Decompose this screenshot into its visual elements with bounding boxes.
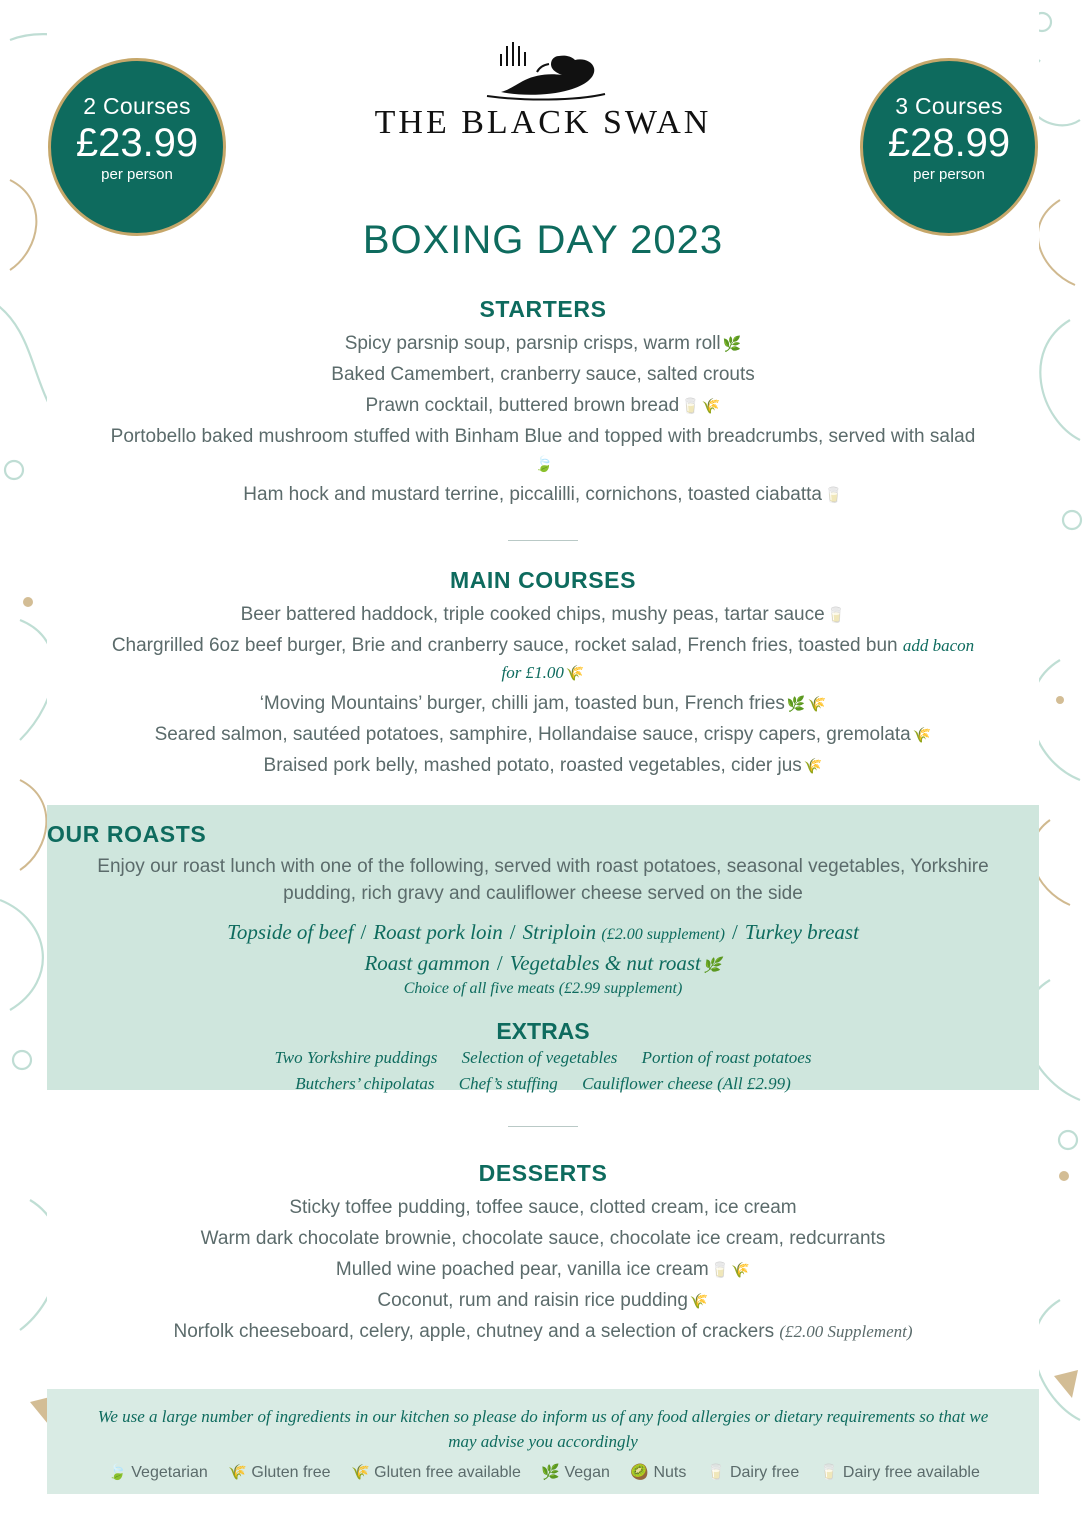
section-desserts bbox=[47, 1160, 1039, 1348]
gluten-free-available-icon: 🌾 bbox=[731, 1261, 751, 1279]
legend-item-gluten-free: 🌾 Gluten free bbox=[228, 1464, 331, 1482]
menu-item: Portobello baked mushroom stuffed with Binham Blue and topped with breadcrumbs, served with salad🍃 bbox=[110, 425, 976, 473]
roast-option: Vegetables & nut roast bbox=[509, 950, 701, 975]
menu-item: Seared salmon, sautéed potatoes, samphire, Hollandaise sauce, crispy capers, gremolata 🌾 bbox=[154, 723, 932, 745]
roast-option: Roast pork loin bbox=[373, 920, 503, 945]
allergy-notice-band bbox=[47, 1389, 1039, 1494]
extras-row bbox=[47, 1045, 1039, 1071]
extra-item: Two Yorkshire puddings bbox=[274, 1048, 438, 1068]
extra-item: Butchers’ chipolatas bbox=[295, 1073, 435, 1093]
legend-item-vegan: 🌿 Vegan bbox=[541, 1464, 610, 1482]
roast-option: Topside of beef bbox=[227, 920, 354, 945]
extras-row bbox=[47, 1071, 1039, 1097]
roasts-options: Topside of beef / Roast pork loin / Striploin (£2.00 supplement) / Turkey breast Roast gammon / Vegetables & nut roast 🌿 bbox=[227, 920, 859, 975]
dairy-free-available-icon: 🥛 bbox=[819, 1464, 839, 1482]
roasts-intro: Enjoy our roast lunch with one of the following, served with roast potatoes, seasonal vegetables, Yorkshire pudding, rich gravy and cauliflower cheese served on the side bbox=[97, 856, 989, 904]
dairy-free-icon: 🥛 bbox=[826, 607, 846, 624]
legend-item-vegetarian: 🍃 Vegetarian bbox=[108, 1464, 208, 1482]
badge-per-person: per person bbox=[913, 166, 985, 183]
roasts-band bbox=[47, 805, 1039, 1093]
gluten-free-available-icon: 🌾 bbox=[912, 726, 932, 744]
gluten-free-available-icon: 🌾 bbox=[565, 664, 585, 682]
badge-courses-label: 2 Courses bbox=[83, 93, 191, 119]
roast-option: Striploin bbox=[522, 920, 597, 945]
menu-item: ‘Moving Mountains’ burger, chilli jam, toasted bun, French fries 🌿 🌾 bbox=[259, 692, 827, 714]
gluten-free-icon: 🌾 bbox=[228, 1464, 247, 1482]
extras-heading: EXTRAS bbox=[496, 1018, 590, 1045]
roast-option: Turkey breast bbox=[744, 920, 859, 945]
menu-item-supplement: (£2.00 Supplement) bbox=[779, 1321, 913, 1341]
roast-option-supplement: (£2.00 supplement) bbox=[601, 926, 725, 944]
menu-item: Ham hock and mustard terrine, piccalilli, cornichons, toasted ciabatta 🥛 bbox=[243, 483, 843, 505]
extra-item: Portion of roast potatoes bbox=[641, 1048, 812, 1068]
allergy-note: We use a large number of ingredients in our kitchen so please do inform us of any food allergies or dietary requirements so that we may advise you accordingly bbox=[97, 1407, 989, 1451]
legend-item-dairy-free: 🥛 Dairy free bbox=[706, 1464, 800, 1482]
vegan-icon: 🌿 bbox=[702, 957, 722, 974]
allergen-legend bbox=[47, 1464, 1039, 1482]
badge-courses-label: 3 Courses bbox=[895, 93, 1003, 119]
menu-item: Warm dark chocolate brownie, chocolate sauce, chocolate ice cream, redcurrants bbox=[200, 1227, 886, 1249]
menu-item: Chargrilled 6oz beef burger, Brie and cranberry sauce, rocket salad, French fries, toasted bun add bacon for £1.00 🌾 bbox=[111, 634, 975, 682]
vegan-icon: 🌿 bbox=[722, 336, 742, 353]
menu-item: Coconut, rum and raisin rice pudding 🌾 bbox=[377, 1289, 709, 1311]
brand-name: THE BLACK SWAN bbox=[374, 104, 712, 141]
page-title: BOXING DAY 2023 bbox=[362, 218, 724, 262]
roasts-choice-note: Choice of all five meats (£2.99 supplement) bbox=[403, 980, 683, 998]
price-badge-3-courses bbox=[860, 58, 1038, 236]
extra-item: Selection of vegetables bbox=[461, 1048, 618, 1068]
vegetarian-icon: 🍃 bbox=[534, 455, 554, 473]
vegan-icon: 🌿 bbox=[541, 1464, 561, 1482]
legend-item-nuts: 🥝 Nuts bbox=[630, 1464, 687, 1482]
section-heading: STARTERS bbox=[479, 296, 607, 322]
menu-item-note: add bacon for £1.00 bbox=[501, 635, 975, 682]
dairy-free-icon: 🥛 bbox=[706, 1464, 726, 1482]
section-heading: MAIN COURSES bbox=[449, 567, 637, 593]
menu-item: Mulled wine poached pear, vanilla ice cream 🥛 🌾 bbox=[335, 1258, 751, 1280]
nuts-icon: 🥝 bbox=[630, 1464, 650, 1482]
section-main-courses bbox=[47, 567, 1039, 782]
divider bbox=[508, 1126, 578, 1127]
gluten-free-available-icon: 🌾 bbox=[350, 1464, 370, 1482]
price-badge-2-courses bbox=[48, 58, 226, 236]
vegetarian-icon: 🍃 bbox=[108, 1464, 127, 1482]
dairy-free-icon: 🥛 bbox=[824, 486, 843, 504]
roast-option: Roast gammon bbox=[364, 950, 490, 975]
menu-item: Spicy parsnip soup, parsnip crisps, warm roll 🌿 bbox=[344, 333, 742, 354]
legend-item-gluten-free-available: 🌾 Gluten free available bbox=[350, 1464, 521, 1482]
section-starters bbox=[47, 296, 1039, 511]
badge-price: £23.99 bbox=[75, 121, 199, 165]
menu-item: Sticky toffee pudding, toffee sauce, clotted cream, ice cream bbox=[289, 1197, 797, 1218]
menu-item: Norfolk cheeseboard, celery, apple, chutney and a selection of crackers (£2.00 Supplement) bbox=[173, 1320, 913, 1342]
gluten-free-available-icon: 🌾 bbox=[807, 695, 827, 713]
menu-item: Beer battered haddock, triple cooked chips, mushy peas, tartar sauce 🥛 bbox=[240, 604, 846, 625]
dairy-free-available-icon: 🥛 bbox=[710, 1261, 730, 1279]
gluten-free-available-icon: 🌾 bbox=[689, 1292, 709, 1310]
vegan-icon: 🌿 bbox=[786, 695, 806, 713]
swan-icon bbox=[463, 40, 623, 102]
divider bbox=[508, 540, 578, 541]
gluten-free-available-icon: 🌾 bbox=[701, 397, 721, 415]
extra-item: Cauliflower cheese (All £2.99) bbox=[582, 1073, 791, 1093]
menu-item: Braised pork belly, mashed potato, roasted vegetables, cider jus 🌾 bbox=[263, 754, 823, 776]
extra-item: Chef’s stuffing bbox=[458, 1073, 558, 1093]
section-heading: DESSERTS bbox=[478, 1160, 608, 1186]
dairy-free-available-icon: 🥛 bbox=[681, 397, 700, 415]
badge-per-person: per person bbox=[101, 166, 173, 183]
badge-price: £28.99 bbox=[887, 121, 1011, 165]
gluten-free-available-icon: 🌾 bbox=[803, 757, 823, 775]
menu-item: Prawn cocktail, buttered brown bread 🥛 🌾 bbox=[365, 394, 721, 416]
section-heading: OUR ROASTS bbox=[47, 821, 207, 847]
menu-item: Baked Camembert, cranberry sauce, salted crouts bbox=[331, 363, 755, 385]
legend-item-dairy-free-available: 🥛 Dairy free available bbox=[819, 1464, 980, 1482]
